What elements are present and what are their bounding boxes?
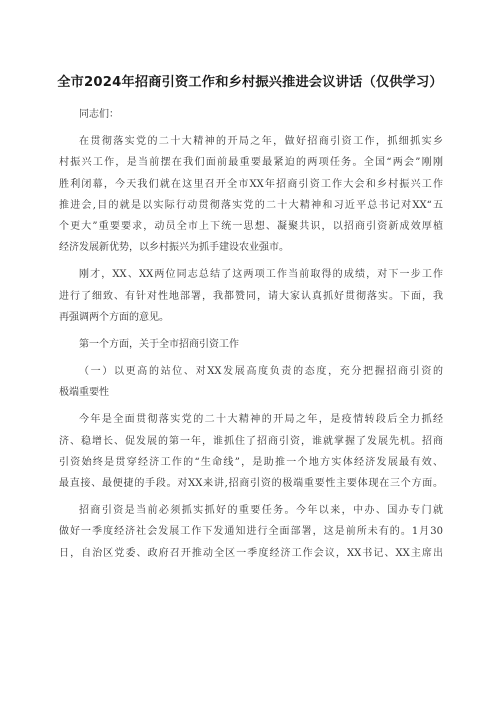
text-line: 村振兴工作，是当前摆在我们面前最重要最紧迫的两项任务。全国“两会”刚刚 — [59, 157, 443, 169]
paragraph — [59, 409, 443, 494]
text-line: 进行了细致、有针对性地部署，我都赞同，请大家认真抓好贯彻落实。下面，我 — [59, 290, 443, 302]
document-title: 全市2024年招商引资工作和乡村振兴推进会议讲话（仅供学习） — [57, 75, 443, 90]
text-line: 个更大”重要要求，动员全市上下统一思想、凝聚共识，以招商引资新成效厚植 — [59, 220, 443, 232]
text-line: 济、稳增长、促发展的第一年，谁抓住了招商引资，谁就掌握了发展先机。招商 — [59, 435, 443, 447]
text-line: 第一个方面，关于全市招商引资工作 — [79, 338, 239, 350]
paragraph — [59, 500, 443, 564]
paragraph — [59, 131, 443, 258]
text-line: 今年是全面贯彻落实党的二十大精神的开局之年，是疫情转段后全力抓经 — [79, 414, 443, 426]
text-line: 招商引资是当前必须抓实抓好的重要任务。今年以来，中办、国办专门就 — [79, 505, 443, 517]
text-line: 极端重要性 — [59, 387, 109, 399]
text-line: 在贯彻落实党的二十大精神的开局之年，做好招商引资工作，抓细抓实乡 — [79, 136, 443, 148]
document-body — [59, 104, 443, 564]
text-line: 引资始终是贯穿经济工作的“生命线”，是助推一个地方实体经济发展最有效、 — [59, 456, 443, 468]
text-line: 推进会,目的就是以实际行动贯彻落实党的二十大精神和习近平总书记对XX“五 — [59, 199, 443, 211]
text-line: 日，自治区党委、政府召开推动全区一季度经济工作会议，XX书记、XX主席出 — [59, 547, 443, 559]
subsection-heading — [59, 361, 443, 403]
section-heading — [59, 334, 443, 355]
text-line: 刚才，XX、XX两位同志总结了这两项工作当前取得的成绩，对下一步工作 — [79, 269, 443, 281]
text-line: 最直接、最便捷的手段。对XX来讲,招商引资的极端重要性主要体现在三个方面。 — [59, 478, 443, 489]
text-line: 做好一季度经济社会发展工作下发通知进行全面部署，这是前所未有的。1月30 — [59, 526, 443, 538]
text-line: 再强调两个方面的意见。 — [59, 311, 169, 323]
text-line: （一）以更高的站位、对XX发展高度负责的态度，充分把握招商引资的 — [79, 366, 443, 378]
text-line: 胜利闭幕，今天我们就在这里召开全市XX年招商引资工作大会和乡村振兴工作 — [59, 178, 443, 190]
paragraph — [59, 264, 443, 328]
greeting: 同志们： — [79, 109, 119, 120]
text-line: 经济发展新优势，以乡村振兴为抓手建设农业强市。 — [59, 242, 289, 254]
